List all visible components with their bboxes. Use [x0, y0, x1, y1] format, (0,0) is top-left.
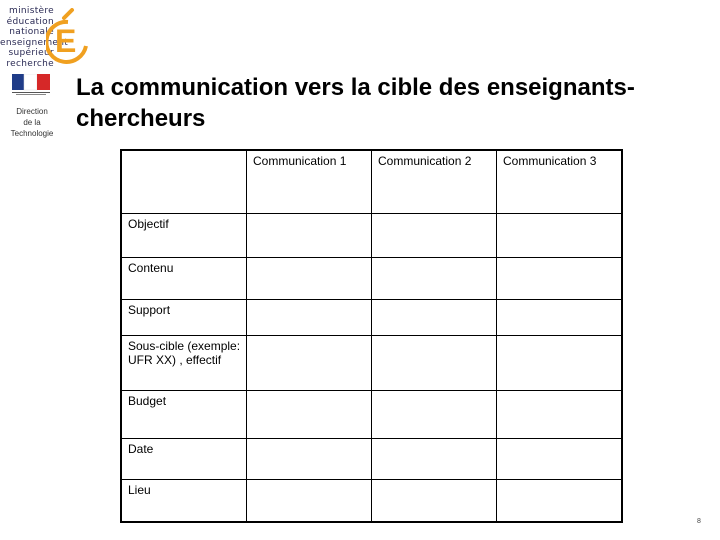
svg-text:E: E [55, 23, 77, 59]
table-cell [497, 258, 623, 300]
slide-title: La communication vers la cible des enseignants-chercheurs [76, 74, 635, 132]
table-cell [497, 214, 623, 258]
table-row [121, 439, 622, 480]
table-cell [247, 439, 372, 480]
table-cell [372, 391, 497, 439]
logo-line: enseignement [0, 37, 69, 48]
header-cell: Communication 3 [497, 150, 623, 214]
table-cell [247, 480, 372, 522]
row-label: Date [121, 439, 247, 480]
table-cell [247, 300, 372, 336]
row-label: Lieu [121, 480, 247, 522]
table-cell [372, 336, 497, 391]
direction-line: Technologie [10, 129, 54, 138]
header-cell-empty [121, 150, 247, 214]
table-cell [497, 336, 623, 391]
logo-line: nationale [9, 27, 54, 37]
page-number: 8 [697, 518, 701, 525]
table-cell [497, 300, 623, 336]
table-cell [372, 300, 497, 336]
direction-line: de la [23, 118, 41, 127]
logo-line: recherche [6, 58, 54, 69]
row-label: Objectif [121, 214, 247, 258]
table-row [121, 336, 622, 391]
republic-flag-icon [12, 74, 50, 96]
table-cell [247, 214, 372, 258]
row-label: Contenu [121, 258, 247, 300]
table-row [121, 300, 622, 336]
table-cell [497, 439, 623, 480]
table-cell [372, 258, 497, 300]
table-row [121, 258, 622, 300]
logo-line: supérieur [8, 48, 54, 58]
logo-line: éducation [6, 16, 54, 27]
ministry-e-logo-icon [46, 8, 90, 70]
table-cell [497, 391, 623, 439]
header-cell: Communication 2 [372, 150, 497, 214]
table-cell [247, 391, 372, 439]
direction-line: Direction [16, 107, 48, 116]
table-row [121, 214, 622, 258]
table-cell [497, 480, 623, 522]
row-label: Support [121, 300, 247, 336]
table-cell [372, 480, 497, 522]
table-cell [372, 214, 497, 258]
row-label: Budget [121, 391, 247, 439]
table-cell [247, 336, 372, 391]
communication-table [120, 149, 623, 523]
table-row [121, 480, 622, 522]
logo-line: ministère [9, 6, 54, 16]
row-label: Sous-cible (exemple: UFR XX) , effectif [121, 336, 247, 391]
table-header-row [121, 150, 622, 214]
table-cell [247, 258, 372, 300]
direction-label [2, 106, 62, 139]
table-cell [372, 439, 497, 480]
table-row [121, 391, 622, 439]
header-cell: Communication 1 [247, 150, 372, 214]
